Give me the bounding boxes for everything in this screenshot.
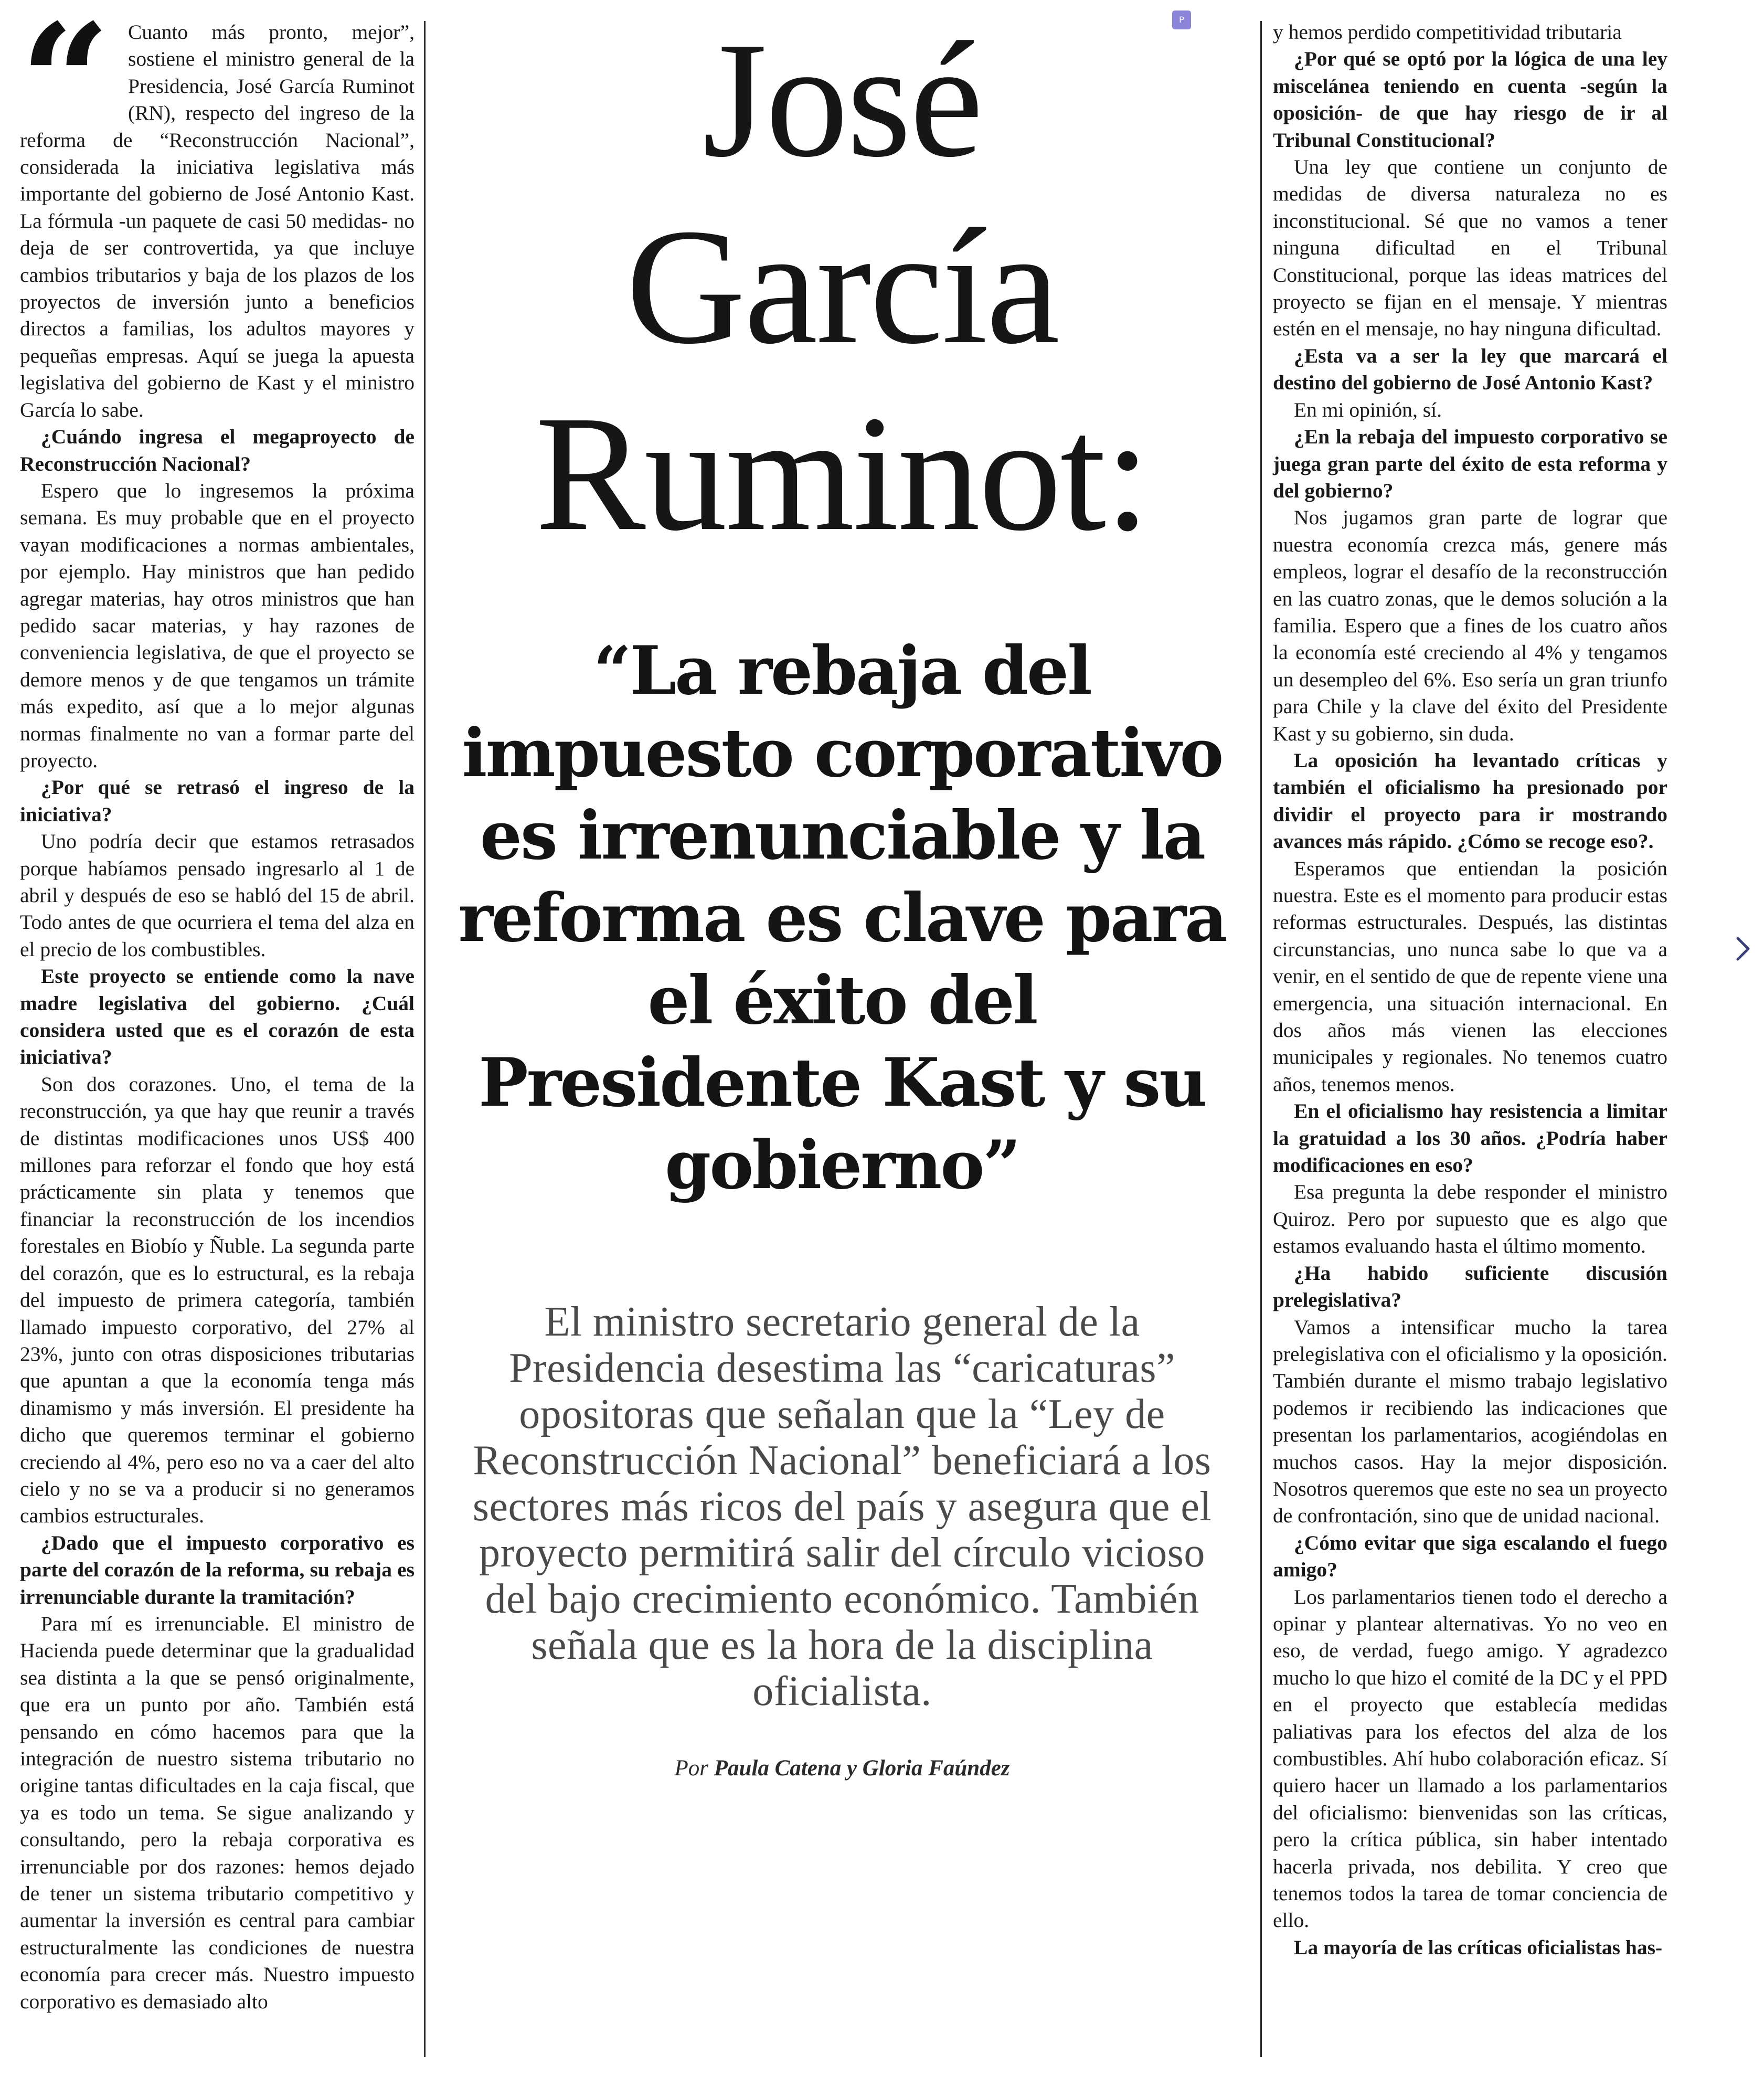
question-paragraph: La oposición ha levantado críticas y también el oficialismo ha presionado por dividir el proyecto para ir mostrando avances más rápido. ¿Cómo se recoge eso?. xyxy=(1273,748,1667,853)
answer-paragraph: Esperamos que entiendan la posición nuestra. Este es el momento para producir estas reformas estructurales. Después, las distintas circunstancias, uno nunca sabe lo que va a venir, en el sentido de que de repente viene una emergencia, una situación internacional. En dos años más vienen las elecciones municipales y regionales. No tenemos cuatro años, tenemos menos. xyxy=(1273,856,1667,1096)
answer-paragraph: Los parlamentarios tienen todo el derecho a opinar y plantear alternativas. Yo no veo en eso, de verdad, fuego amigo. Y agradezco mucho lo que hizo el comité de la DC y el PPD en el proyecto que establecía medidas paliativas para los efectos del alza de los combustibles. Ahí hubo colaboración eficaz. Sí quiero hacer un llamado a los parlamentarios del oficialismo: bienvenidas son las críticas, pero la crítica pública, sin haber intentado hacerla privada, nos debilita. Y creo que tenemos todos la tarea de tomar conciencia de ello. xyxy=(1273,1585,1667,1932)
question-paragraph: ¿Cuándo ingresa el megaproyecto de Reconstrucción Nacional? xyxy=(20,425,415,475)
center-column xyxy=(451,0,1233,1781)
left-column xyxy=(20,0,415,2015)
answer-paragraph: En mi opinión, sí. xyxy=(1294,398,1442,421)
column-rule-left xyxy=(424,21,426,2057)
answer-paragraph: Vamos a intensificar mucho la tarea prelegislativa con el oficialismo y la oposición. También durante el mismo trabajo legislativo podemos ir recibiendo las indicaciones que presentan los parlamentarios, acogiéndolas en muchos casos. Hay la mejor disposición. Nosotros queremos que este no sea un proyecto de confrontación, sino que de unidad nacional. xyxy=(1273,1315,1667,1528)
chevron-right-icon[interactable] xyxy=(1731,934,1755,963)
left-paragraphs xyxy=(20,423,415,2015)
headline-quote: “La rebaja del impuesto corporativo es irrenunciable y la reforma es clave para el éxito del Presidente Kast y su gobierno” xyxy=(458,632,1226,1204)
answer-paragraph: Una ley que contiene un conjunto de medidas de diversa naturaleza no es inconstitucional. Sé que no vamos a tener ninguna dificultad en el Tribunal Constitucional, porque las ideas matrices del proyecto se fijan en el mensaje. Y mientras estén en el mensaje, no hay ninguna dificultad. xyxy=(1273,155,1667,341)
question-paragraph: La mayoría de las críticas oficialistas has- xyxy=(1294,1935,1663,1959)
question-paragraph: ¿Cómo evitar que siga escalando el fuego amigo? xyxy=(1273,1531,1667,1582)
answer-paragraph: Uno podría decir que estamos retrasados porque habíamos pensado ingresarlo al 1 de abril y después de eso se habló del 15 de abril. Todo antes de que ocurriera el tema del alza en el precio de los combustibles. xyxy=(20,830,415,961)
answer-paragraph: Espero que lo ingresemos la próxima semana. Es muy probable que en el proyecto vayan modificaciones a normas ambientales, por ejemplo. Hay ministros que han pedido agregar materias, hay otros ministros que han pedido sacar materias, y hay razones de conveniencia legislativa, de que el proyecto se demore menos y de que tengamos un trámite más expedito, así que a lo mejor algunas normas finalmente no van a formar parte del proyecto. xyxy=(20,479,415,772)
byline-authors: Paula Catena y Gloria Faúndez xyxy=(714,1756,1010,1781)
open-quote-icon: “ xyxy=(20,0,95,174)
right-paragraphs xyxy=(1273,19,1667,1961)
headline-name-line3: Ruminot: xyxy=(535,382,1149,565)
question-paragraph: ¿Por qué se retrasó el ingreso de la iniciativa? xyxy=(20,776,415,826)
question-paragraph: ¿Ha habido suficiente discusión prelegislativa? xyxy=(1273,1261,1667,1312)
plugin-icon[interactable]: P xyxy=(1172,10,1191,29)
right-column xyxy=(1273,0,1667,1961)
byline-prefix: Por xyxy=(674,1756,708,1781)
headline-name-line1: José xyxy=(702,8,982,192)
byline xyxy=(451,1755,1233,1781)
headline-name xyxy=(451,6,1233,567)
question-paragraph: ¿En la rebaja del impuesto corporativo se juega gran parte del éxito de esta reforma y del gobierno? xyxy=(1273,425,1667,502)
lead-paragraph xyxy=(20,0,415,423)
answer-paragraph: Para mí es irrenunciable. El ministro de Hacienda puede determinar que la gradualidad sea distinta a la que se pensó originalmente, que era un punto por año. También está pensando en cómo hacemos para que la integración de nuestro sistema tributario no origine tantas dificultades en la caja fiscal, que ya es todo un tema. Se sigue analizando y consultando, pero la rebaja corporativa es irrenunciable por dos razones: hemos dejado de tener un sistema tributario competitivo y aumentar la inversión es central para cambiar estructuralmente las condiciones de nuestra economía para crecer más. Nuestro impuesto corporativo es demasiado alto xyxy=(20,1612,415,2013)
answer-paragraph: y hemos perdido competitividad tributaria xyxy=(1273,20,1622,44)
answer-paragraph: Son dos corazones. Uno, el tema de la reconstrucción, ya que hay que reunir a través de distintas modificaciones unos US$ 400 millones para reforzar el fondo que hoy está prácticamente sin plata y tenemos que financiar la reconstrucción de los incendios forestales en Biobío y Ñuble. La segunda parte del corazón, que es lo estructural, es la rebaja del impuesto de primera categoría, también llamado impuesto corporativo, del 27% al 23%, junto con otras disposiciones tributarias que apuntan a que la economía tenga más dinamismo y más inversión. El presidente ha dicho que queremos terminar el gobierno creciendo al 4%, pero eso no va a caer del alto cielo y no se va a producir si no generamos cambios estructurales. xyxy=(20,1072,415,1528)
question-paragraph: ¿Esta va a ser la ley que marcará el destino del gobierno de José Antonio Kast? xyxy=(1273,344,1667,395)
headline-name-line2: García xyxy=(626,195,1058,378)
answer-paragraph: Nos jugamos gran parte de lograr que nuestra economía crezca más, genere más empleos, lograr el desafío de la reconstrucción en las cuatro zonas, que le demos solución a la familia. Espero que a fines de los cuatro años la economía esté creciendo al 4% y tengamos un desempleo del 6%. Eso sería un gran triunfo para Chile y la clave del éxito del Presidente Kast y su gobierno, sin duda. xyxy=(1273,506,1667,745)
column-rule-right xyxy=(1260,21,1262,2057)
question-paragraph: Este proyecto se entiende como la nave madre legislativa del gobierno. ¿Cuál considera usted que es el corazón de esta iniciativa? xyxy=(20,965,415,1069)
question-paragraph: ¿Por qué se optó por la lógica de una ley miscelánea teniendo en cuenta -según la oposición- de que hay riesgo de ir al Tribunal Constitucional? xyxy=(1273,47,1667,152)
deck: El ministro secretario general de la Presidencia desestima las “caricaturas” opositoras que señalan que la “Ley de Reconstrucción Nacional” beneficiará a los sectores más ricos del país y asegura que el proyecto permitirá salir del círculo vicioso del bajo crecimiento económico. También señala que es la hora de la disciplina oficialista. xyxy=(472,1299,1212,1714)
answer-paragraph: Esa pregunta la debe responder el ministro Quiroz. Pero por supuesto que es algo que estamos evaluando hasta el último momento. xyxy=(1273,1180,1667,1258)
question-paragraph: ¿Dado que el impuesto corporativo es parte del corazón de la reforma, su rebaja es irrenunciable durante la tramitación? xyxy=(20,1531,415,1608)
question-paragraph: En el oficialismo hay resistencia a limitar la gratuidad a los 30 años. ¿Podría haber modificaciones en eso? xyxy=(1273,1099,1667,1177)
lead-text: Cuanto más pronto, mejor”, sostiene el ministro general de la Presidencia, José García Ruminot (RN), respecto del ingreso de la reforma de “Reconstrucción Nacional”, considerada la iniciativa legislativa más importante del gobierno de José Antonio Kast. La fórmula -un paquete de casi 50 medidas- no deja de ser controvertida, ya que incluye cambios tributarios y baja de los plazos de los proyectos de inversión junto a beneficios directos a familias, los adultos mayores y pequeñas empresas. Aquí se juega la apuesta legislativa del gobierno de Kast y el ministro García lo sabe. xyxy=(20,20,415,421)
